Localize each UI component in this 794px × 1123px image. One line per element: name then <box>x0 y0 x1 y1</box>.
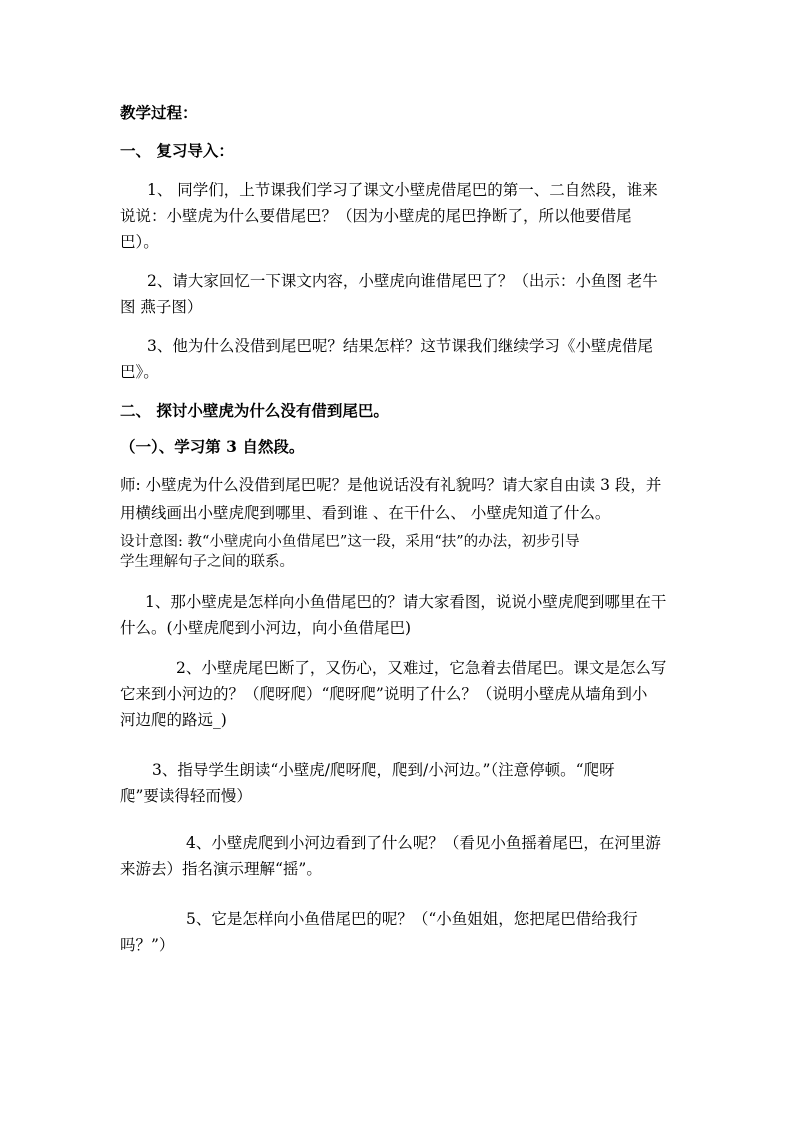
paragraph-8-line-2: 爬”要读得轻而慢） <box>120 787 252 805</box>
paragraph-2-line-2: 图 燕子图） <box>120 298 203 316</box>
paragraph-1-line-2: 说说：小壁虎为什么要借尾巴？（因为小壁虎的尾巴挣断了，所以他要借尾 <box>120 207 632 225</box>
paragraph-7-line-2: 它来到小河边的？（爬呀爬）“爬呀爬”说明了什么？（说明小壁虎从墙角到小 <box>120 685 648 703</box>
paragraph-8-line-1: 3、指导学生朗读“小壁虎/爬呀爬，爬到/小河边。”（注意停顿。“爬呀 <box>152 761 615 779</box>
design-intent-line-1: 设计意图: 教“小壁虎向小鱼借尾巴”这一段，采用“扶”的办法，初步引导 <box>120 534 580 550</box>
section-2-title: 二、 探讨小壁虎为什么没有借到尾巴。 <box>120 401 389 420</box>
heading-teaching-process: 教学过程： <box>120 103 198 122</box>
paragraph-6-line-2: 什么。(小壁虎爬到小河边，向小鱼借尾巴) <box>120 619 412 637</box>
paragraph-10-line-2: 吗？”） <box>120 936 175 954</box>
paragraph-3-line-2: 巴》。 <box>120 363 159 381</box>
paragraph-9-line-1: 4、小壁虎爬到小河边看到了什么呢？（看见小鱼摇着尾巴，在河里游 <box>186 834 661 852</box>
paragraph-3-line-1: 3、他为什么没借到尾巴呢？结果怎样？这节课我们继续学习《小壁虎借尾 <box>147 337 653 355</box>
paragraph-7-line-1: 2、小壁虎尾巴断了，又伤心，又难过，它急着去借尾巴。课文是怎么写 <box>176 659 667 677</box>
paragraph-1-line-1: 1、 同学们，上节课我们学习了课文小壁虎借尾巴的第一、二自然段，谁来 <box>147 181 658 199</box>
paragraph-4-line-1: 师: 小壁虎为什么没借到尾巴呢？是他说话没有礼貌吗？请大家自由读 3 段，并 <box>120 476 662 494</box>
paragraph-9-line-2: 来游去）指名演示理解“摇”。 <box>120 860 322 878</box>
design-intent-line-2: 学生理解句子之间的联系。 <box>120 554 294 570</box>
paragraph-7-line-3: 河边爬的路远_) <box>120 711 227 729</box>
paragraph-2-line-1: 2、请大家回忆一下课文内容，小壁虎向谁借尾巴了？（出示：小鱼图 老牛 <box>147 272 658 290</box>
paragraph-6-line-1: 1、那小壁虎是怎样向小鱼借尾巴的？请大家看图，说说小壁虎爬到哪里在干 <box>145 593 667 611</box>
section-1-title: 一、 复习导入： <box>120 141 234 160</box>
paragraph-1-line-3: 巴）。 <box>120 233 159 251</box>
paragraph-4-line-2: 用横线画出小壁虎爬到哪里、看到谁 、在干什么、 小壁虎知道了什么。 <box>120 504 611 522</box>
paragraph-10-line-1: 5、它是怎样向小鱼借尾巴的呢？（“小鱼姐姐，您把尾巴借给我行 <box>186 910 638 928</box>
subsection-1-title: （一）、学习第 3 自然段。 <box>120 437 305 456</box>
